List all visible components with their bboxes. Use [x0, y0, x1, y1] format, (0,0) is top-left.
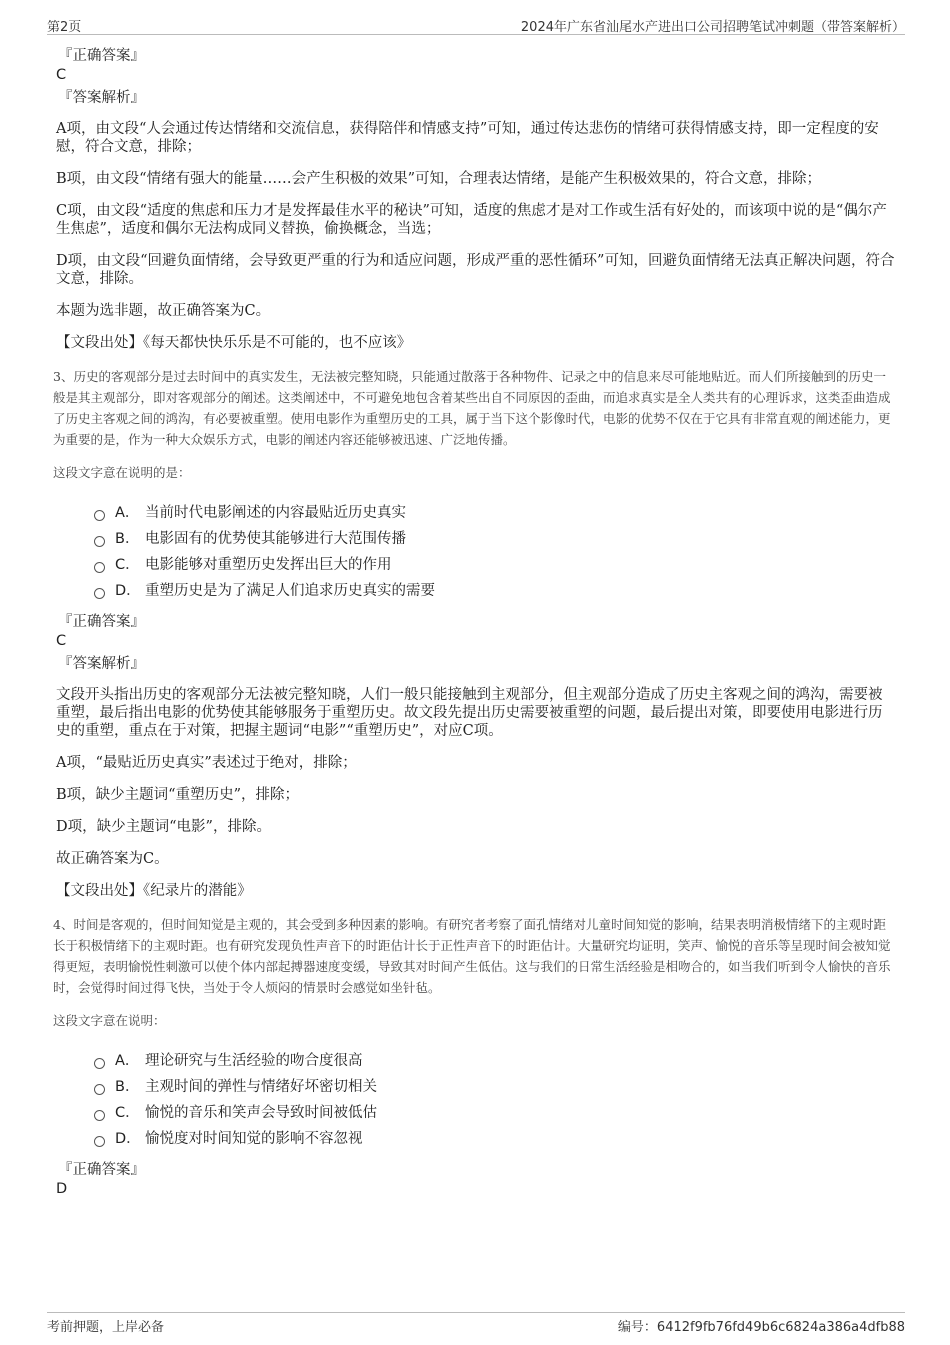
document-id: 编号：6412f9fb76fd49b6c6824a386a4dfb88: [617, 1320, 905, 1335]
option-text: 电影能够对重塑历史发挥出巨大的作用: [145, 557, 392, 573]
radio-icon[interactable]: [94, 510, 105, 521]
option-c[interactable]: [94, 1100, 896, 1126]
option-list: [94, 1048, 896, 1152]
option-text: 理论研究与生活经验的吻合度很高: [145, 1053, 363, 1069]
radio-icon[interactable]: [94, 562, 105, 573]
option-a[interactable]: [94, 1048, 896, 1074]
option-b[interactable]: [94, 526, 896, 552]
answer-label: 『正确答案』: [58, 1162, 145, 1178]
option-letter: B．: [115, 531, 140, 547]
answer-label: 『正确答案』: [58, 614, 145, 630]
answer-value: C: [56, 633, 67, 649]
option-d[interactable]: [94, 578, 896, 604]
option-d[interactable]: [94, 1126, 896, 1152]
analysis-paragraph: D项，由文段“回避负面情绪，会导致更严重的行为和适应问题，形成严重的恶性循环”可知，回避负面情绪无法真正解决问题，符合文意，排除。: [56, 253, 895, 287]
radio-icon[interactable]: [94, 536, 105, 547]
option-b[interactable]: [94, 1074, 896, 1100]
analysis-paragraph: C项，由文段“适度的焦虑和压力才是发挥最佳水平的秘诀”可知，适度的焦虑才是对工作或生活有好处的，而该项中说的是“偶尔产生焦虑”，适度和偶尔无法构成同义替换，偷换概念，当选；: [56, 203, 887, 237]
option-letter: D．: [115, 1131, 141, 1147]
option-list: [94, 500, 896, 604]
question-text: 4、时间是客观的，但时间知觉是主观的，其会受到多种因素的影响。有研究者考察了面孔情绪对儿童时间知觉的影响，结果表明消极情绪下的主观时距长于积极情绪下的主观时距。也有研究发现负性声音下的时距估计长于正性声音下的时距估计。大量研究均证明，笑声、愉悦的音乐等呈现时间会被知觉得更短，表明愉悦性刺激可以使个体内部起搏器速度变缓，导致其对时间产生低估。这与我们的日常生活经验是相吻合的，如当我们听到令人愉快的音乐时，会觉得时间过得飞快，当处于令人烦闷的情景时会感觉如坐针毡。: [53, 917, 891, 995]
answer-value: D: [56, 1181, 68, 1197]
option-letter: B．: [115, 1079, 140, 1095]
option-letter: A．: [115, 1053, 140, 1069]
source-citation: 【文段出处】《每天都快快乐乐是不可能的，也不应该》: [56, 335, 412, 351]
option-text: 重塑历史是为了满足人们追求历史真实的需要: [145, 583, 435, 599]
question-text: 3、历史的客观部分是过去时间中的真实发生，无法被完整知晓，只能通过散落于各种物件、记录之中的信息来尽可能地贴近。而人们所接触到的历史一般是其主观部分，即对客观部分的阐述。这类阐述中，不可避免地包含着某些出自不同原因的歪曲，而追求真实是全人类共有的心理诉求，这类歪曲造成了历史主客观之间的鸿沟，有必要被重塑。使用电影作为重塑历史的工具，属于当下这个影像时代，电影的优势不仅在于它具有非常直观的阐述能力，更为重要的是，作为一种大众娱乐方式，电影的阐述内容还能够被迅速、广泛地传播。: [53, 369, 891, 447]
option-text: 当前时代电影阐述的内容最贴近历史真实: [145, 505, 406, 521]
option-text: 电影固有的优势使其能够进行大范围传播: [145, 531, 406, 547]
analysis-conclusion: 本题为选非题，故正确答案为C。: [56, 303, 271, 319]
option-letter: C．: [115, 557, 140, 573]
page-header: [47, 14, 905, 35]
option-letter: D．: [115, 583, 141, 599]
analysis-paragraph: 文段开头指出历史的客观部分无法被完整知晓，人们一般只能接触到主观部分，但主观部分造成了历史主客观之间的鸿沟，需要被重塑，最后指出电影的优势使其能够服务于重塑历史。故文段先提出历史需要被重塑的问题，最后提出对策，即要使用电影进行历史的重塑，重点在于对策，把握主题词“电影”“重塑历史”，对应C项。: [56, 687, 883, 739]
option-letter: A．: [115, 505, 140, 521]
footer-slogan: 考前押题，上岸必备: [47, 1320, 165, 1335]
analysis-conclusion: 故正确答案为C。: [56, 851, 169, 867]
radio-icon[interactable]: [94, 1136, 105, 1147]
option-text: 愉悦的音乐和笑声会导致时间被低估: [145, 1105, 377, 1121]
radio-icon[interactable]: [94, 1110, 105, 1121]
option-c[interactable]: [94, 552, 896, 578]
analysis-paragraph: A项，由文段“人会通过传达情绪和交流信息，获得陪伴和情感支持”可知，通过传达悲伤的情绪可获得情感支持，即一定程度的安慰，符合文意，排除；: [56, 121, 879, 155]
analysis-label: 『答案解析』: [58, 656, 145, 672]
radio-icon[interactable]: [94, 588, 105, 599]
analysis-paragraph: B项，缺少主题词“重塑历史”，排除；: [56, 787, 299, 803]
option-text: 主观时间的弹性与情绪好坏密切相关: [145, 1079, 377, 1095]
answer-label: 『正确答案』: [58, 48, 145, 64]
analysis-paragraph: D项，缺少主题词“电影”，排除。: [56, 819, 271, 835]
page-number: 第2页: [47, 20, 82, 35]
option-letter: C．: [115, 1105, 140, 1121]
page-footer: [47, 1312, 905, 1335]
analysis-label: 『答案解析』: [58, 90, 145, 106]
question-prompt: 这段文字意在说明的是：: [53, 465, 191, 480]
option-text: 愉悦度对时间知觉的影响不容忽视: [145, 1131, 363, 1147]
document-body: [53, 46, 896, 1202]
question-prompt: 这段文字意在说明：: [53, 1013, 166, 1028]
analysis-paragraph: B项，由文段“情绪有强大的能量……会产生积极的效果”可知，合理表达情绪，是能产生积极效果的，符合文意，排除；: [56, 171, 821, 187]
document-title: 2024年广东省汕尾水产进出口公司招聘笔试冲刺题（带答案解析）: [520, 20, 905, 35]
radio-icon[interactable]: [94, 1084, 105, 1095]
source-citation: 【文段出处】《纪录片的潜能》: [56, 883, 252, 899]
radio-icon[interactable]: [94, 1058, 105, 1069]
option-a[interactable]: [94, 500, 896, 526]
answer-value: C: [56, 67, 67, 83]
analysis-paragraph: A项，“最贴近历史真实”表述过于绝对，排除；: [56, 755, 357, 771]
